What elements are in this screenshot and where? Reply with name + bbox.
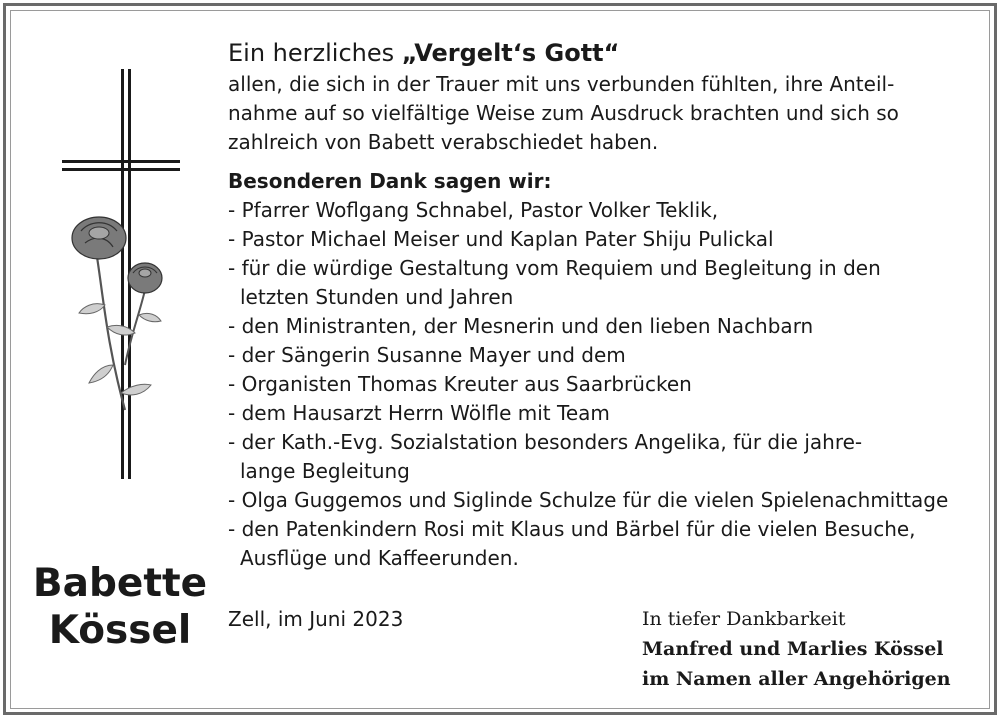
intro-line: nahme auf so vielfältige Weise zum Ausdruck brachten und sich so: [228, 101, 899, 125]
intro-line: zahlreich von Babett verabschiedet haben.: [228, 130, 659, 154]
list-item-continuation: Ausflüge und Kaffeerunden.: [240, 546, 519, 570]
list-item-text: - Organisten Thomas Kreuter aus Saarbrücken: [228, 372, 692, 396]
heading-quote: „Vergelt‘s Gott“: [401, 39, 620, 67]
list-item: [228, 486, 980, 515]
thanks-heading: [228, 36, 980, 70]
special-thanks-heading: Besonderen Dank sagen wir:: [228, 169, 552, 193]
list-item-continuation: lange Begleitung: [240, 459, 410, 483]
deceased-first-name: Babette: [32, 561, 208, 606]
list-item: [228, 225, 980, 254]
list-item-text: - Olga Guggemos und Siglinde Schulze für die vielen Spielenachmittage: [228, 488, 949, 512]
signature-family: im Namen aller Angehörigen: [642, 668, 951, 690]
list-item-text: - dem Hausarzt Herrn Wölfle mit Team: [228, 401, 610, 425]
list-item: [228, 196, 980, 225]
list-item: [228, 312, 980, 341]
list-item: [228, 254, 980, 312]
list-item-text: - für die würdige Gestaltung vom Requiem und Begleitung in den: [228, 256, 881, 280]
list-item-text: - Pastor Michael Meiser und Kaplan Pater Shiju Pulickal: [228, 227, 774, 251]
list-item: [228, 399, 980, 428]
list-item-text: - Pfarrer Woflgang Schnabel, Pastor Volker Teklik,: [228, 198, 719, 222]
signature-intro: In tiefer Dankbarkeit: [642, 608, 846, 630]
list-item: [228, 428, 980, 486]
list-item-text: - der Sängerin Susanne Mayer und dem: [228, 343, 626, 367]
place-date: Zell, im Juni 2023: [228, 607, 404, 631]
heading-prefix: Ein herzliches: [228, 39, 402, 67]
intro-paragraph: [228, 70, 980, 157]
deceased-name: [30, 560, 210, 654]
list-item: [228, 370, 980, 399]
list-item-continuation: letzten Stunden und Jahren: [240, 285, 514, 309]
thanks-list: [228, 196, 980, 573]
cross-with-roses-icon: [55, 65, 195, 485]
list-item-text: - den Ministranten, der Mesnerin und den lieben Nachbarn: [228, 314, 814, 338]
list-item-text: - den Patenkindern Rosi mit Klaus und Bärbel für die vielen Besuche,: [228, 517, 916, 541]
intro-line: allen, die sich in der Trauer mit uns verbunden fühlten, ihre Anteil-: [228, 72, 895, 96]
thanks-text: [228, 36, 980, 573]
signature-names: Manfred und Marlies Kössel: [642, 638, 944, 660]
deceased-last-name: Kössel: [48, 608, 192, 653]
signature-block: [642, 604, 982, 694]
list-item: [228, 515, 980, 573]
list-item: [228, 341, 980, 370]
list-item-text: - der Kath.-Evg. Sozialstation besonders Angelika, für die jahre-: [228, 430, 863, 454]
